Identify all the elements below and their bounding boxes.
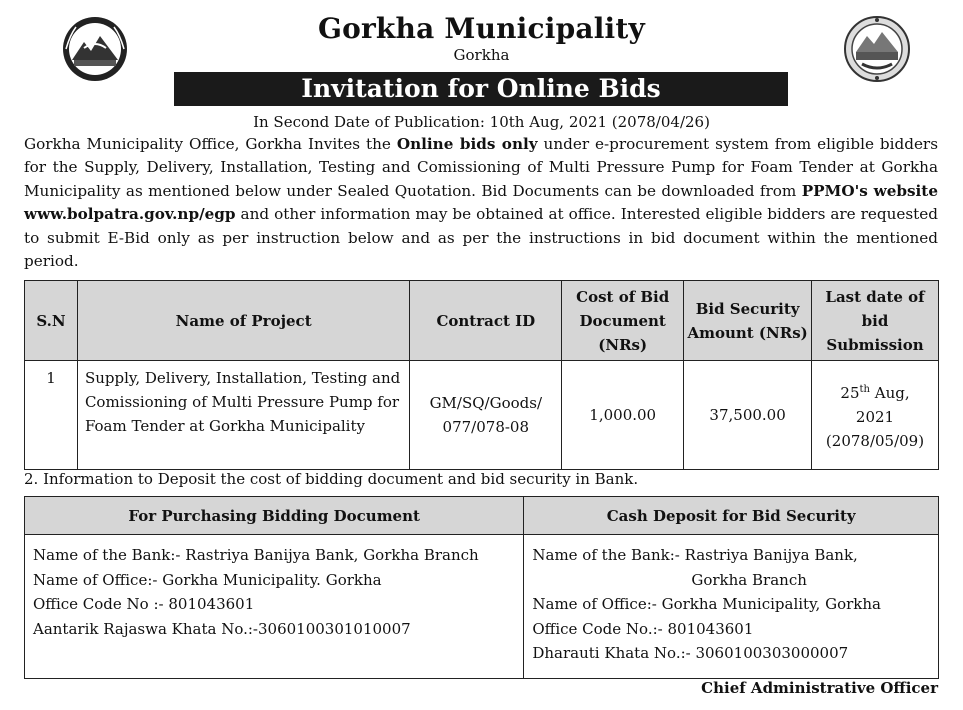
intro-text: Gorkha Municipality Office, Gorkha Invites the (24, 135, 397, 153)
date-nepali: (2078/05/09) (825, 431, 925, 450)
intro-text: and other information may be obtained at office. Interested eligible bidders are requested to submit E-Bid only as per instruction below and as per the instructions in bid document within the mentioned period. (24, 205, 938, 271)
bank-name: Name of the Bank:- Rastriya Banijya Bank, Gorkha Branch (33, 546, 479, 564)
publication-date: In Second Date of Publication: 10th Aug, 2021 (2078/04/26) (253, 113, 710, 131)
table-row (25, 361, 939, 470)
office-code: Office Code No :- 801043601 (33, 595, 255, 613)
office-name: Name of Office:- Gorkha Municipality. Gorkha (33, 570, 382, 589)
office-name: Name of Office:- Gorkha Municipality, Gorkha (532, 595, 881, 613)
intro-text: under e-procurement system from eligible bidders for the Supply, Delivery, Installation, Testing and Comissioning of Multi Pressure Pump for Foam Tender at Gorkha Municipality as mentioned below under Sealed Quotation. Bid Documents can be downloaded from (24, 135, 938, 200)
office-code: Office Code No.:- 801043601 (532, 619, 754, 638)
cell-cost: 1,000.00 (562, 361, 684, 470)
bank-table-header (25, 497, 939, 535)
notice-banner: Invitation for Online Bids (174, 72, 788, 106)
intro-emphasis: Online bids only (396, 135, 538, 153)
bank-branch: Gorkha Branch (691, 570, 807, 589)
header-contract-id: Contract ID (410, 281, 562, 361)
date-year: 2021 (855, 407, 895, 426)
intro-paragraph (24, 133, 938, 273)
khata-number: Dharauti Khata No.:- 3060100303000007 (532, 644, 849, 662)
bank-name: Name of the Bank:- Rastriya Banijya Bank, (532, 546, 858, 564)
deposit-details (524, 535, 939, 679)
header-cost: Cost of Bid Document (NRs) (562, 281, 684, 361)
khata-number: Aantarik Rajaswa Khata No.:-3060100301010007 (33, 619, 411, 638)
cell-sn: 1 (25, 361, 78, 470)
bank-table (24, 496, 939, 679)
signatory: Chief Administrative Officer (701, 679, 938, 697)
header-last-date: Last date of bid Submission (812, 281, 939, 361)
header-purchasing: For Purchasing Bidding Document (25, 497, 524, 535)
ppmo-website-link[interactable]: PPMO's website www.bolpatra.gov.np/egp (24, 181, 938, 224)
purchasing-details (25, 535, 524, 679)
table-row (25, 535, 939, 679)
cell-last-date (812, 361, 939, 470)
date-suffix: th (859, 383, 870, 395)
page-title: Gorkha Municipality (317, 12, 646, 45)
header-cash-deposit: Cash Deposit for Bid Security (524, 497, 939, 535)
cell-contract-id: GM/SQ/Goods/ 077/078-08 (410, 361, 562, 470)
bid-table-header (25, 281, 939, 361)
header-sn: S.N (25, 281, 78, 361)
header-security: Bid Security Amount (NRs) (684, 281, 812, 361)
bid-table (24, 280, 939, 470)
date-month: Aug, (869, 383, 910, 402)
cell-project: Supply, Delivery, Installation, Testing and Comissioning of Multi Pressure Pump for Foam Tender at Gorkha Municipality (77, 361, 409, 470)
header-project: Name of Project (77, 281, 409, 361)
date-day: 25 (840, 383, 860, 402)
cell-security: 37,500.00 (684, 361, 812, 470)
page-subtitle: Gorkha (453, 46, 510, 64)
deposit-info-line: 2. Information to Deposit the cost of bidding document and bid security in Bank. (24, 470, 639, 488)
